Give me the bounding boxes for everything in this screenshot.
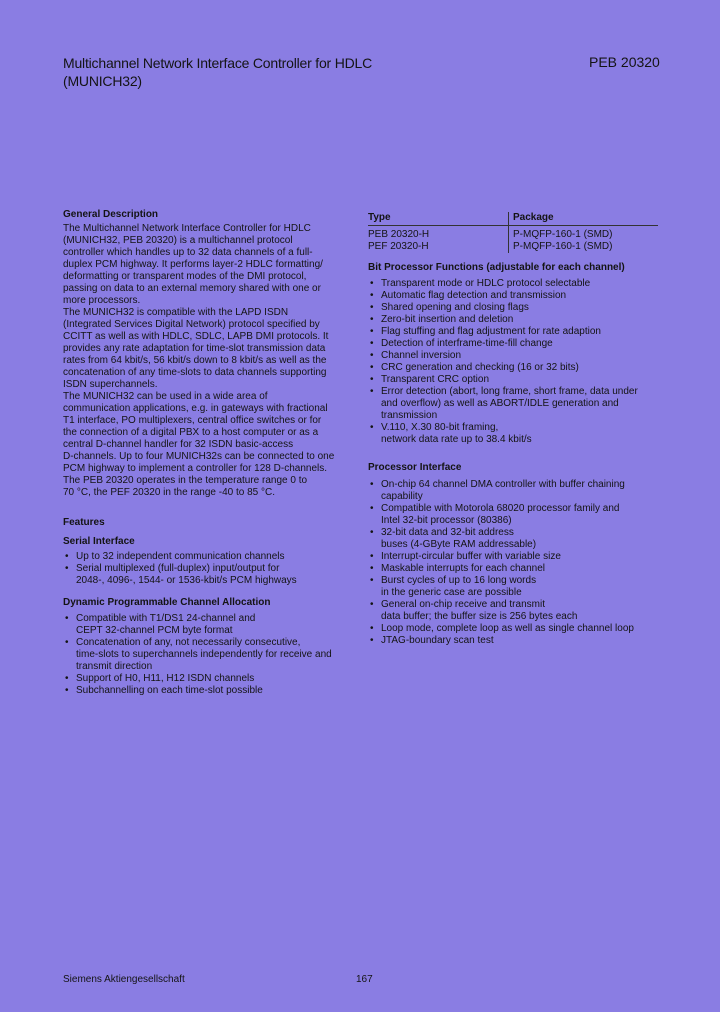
text-line: provides any rate adaptation for time-slot transmission data	[63, 343, 326, 354]
footer-page-number: 167	[356, 974, 373, 985]
list-item-line: • Transparent CRC option	[381, 374, 490, 385]
title-line-2: (MUNICH32)	[63, 73, 142, 89]
list-item	[368, 635, 668, 647]
list-item-line: • Burst cycles of up to 16 long words	[381, 575, 537, 586]
text-line: passing on data to an external memory shared with one or	[63, 283, 321, 294]
list-item-line: • Support of H0, H11, H12 ISDN channels	[76, 673, 255, 684]
list-item-line: • Interrupt-circular buffer with variable size	[381, 551, 561, 562]
list-item-line: capability	[381, 491, 423, 502]
list-item	[368, 338, 668, 350]
title-line-1: Multichannel Network Interface Controller for HDLC	[63, 55, 373, 71]
list-item-line: in the generic case are possible	[381, 587, 522, 598]
list-item-line: • On-chip 64 channel DMA controller with buffer chaining	[381, 479, 625, 490]
list-item-line: • Shared opening and closing flags	[381, 302, 529, 313]
list-item	[63, 637, 363, 673]
text-line: The PEB 20320 operates in the temperature range 0 to	[63, 475, 308, 486]
table-row	[368, 241, 658, 253]
serial-interface-list	[63, 551, 363, 587]
text-line: The MUNICH32 is compatible with the LAPD ISDN	[63, 307, 289, 318]
type-package-rows	[368, 226, 658, 254]
left-column	[63, 208, 363, 697]
list-item	[368, 314, 668, 326]
list-item-line: • Zero-bit insertion and deletion	[381, 314, 514, 325]
dynamic-allocation-heading: Dynamic Programmable Channel Allocation	[63, 597, 271, 608]
list-item-line: • 32-bit data and 32-bit address	[381, 527, 514, 538]
list-item	[368, 374, 668, 386]
text-line: the connection of a digital PBX to a host computer or as a	[63, 427, 319, 438]
text-line: The MUNICH32 can be used in a wide area of	[63, 391, 268, 402]
list-item-line: • Flag stuffing and flag adjustment for rate adaption	[381, 326, 601, 337]
list-item	[63, 563, 363, 587]
list-item	[368, 362, 668, 374]
list-item-line: network data rate up to 38.4 kbit/s	[381, 434, 532, 445]
list-item-line: • General on-chip receive and transmit	[381, 599, 545, 610]
package-cell: P-MQFP-160-1 (SMD)	[509, 226, 659, 242]
list-item	[368, 563, 668, 575]
general-para-3	[63, 391, 363, 475]
features-heading: Features	[63, 517, 105, 528]
list-item-line: • Concatenation of any, not necessarily consecutive,	[76, 637, 301, 648]
list-item	[63, 673, 363, 685]
list-item-line: • Detection of interframe-time-fill change	[381, 338, 553, 349]
bit-processor-heading: Bit Processor Functions (adjustable for each channel)	[368, 262, 625, 273]
table-row	[368, 226, 658, 242]
text-line: (Integrated Services Digital Network) protocol specified by	[63, 319, 320, 330]
list-item-line: 2048-, 4096-, 1544- or 1536-kbit/s PCM highways	[76, 575, 297, 586]
list-item-line: • Transparent mode or HDLC protocol selectable	[381, 278, 591, 289]
list-item	[63, 685, 363, 697]
list-item	[368, 422, 668, 446]
list-item	[63, 613, 363, 637]
list-item	[368, 350, 668, 362]
text-line: D-channels. Up to four MUNICH32s can be connected to one	[63, 451, 335, 462]
list-item	[368, 599, 668, 623]
processor-interface-list	[368, 479, 668, 647]
list-item	[368, 551, 668, 563]
list-item	[368, 527, 668, 551]
list-item-line: • Compatible with T1/DS1 24-channel and	[76, 613, 256, 624]
general-para-4	[63, 475, 363, 499]
document-title	[63, 54, 372, 90]
text-line: duplex PCM highway. It performs layer-2 HDLC formatting/	[63, 259, 323, 270]
list-item	[368, 290, 668, 302]
list-item	[368, 503, 668, 527]
package-cell: P-MQFP-160-1 (SMD)	[509, 241, 659, 253]
text-line: central D-channel handler for 32 ISDN basic-access	[63, 439, 294, 450]
list-item	[368, 302, 668, 314]
type-cell: PEB 20320-H	[368, 229, 430, 240]
general-para-1	[63, 223, 363, 307]
list-item-line: buses (4-GByte RAM addressable)	[381, 539, 537, 550]
list-item	[63, 551, 363, 563]
list-item	[368, 479, 668, 503]
list-item-line: • Loop mode, complete loop as well as single channel loop	[381, 623, 634, 634]
list-item-line: • Up to 32 independent communication channels	[76, 551, 285, 562]
text-line: communication applications, e.g. in gateways with fractional	[63, 403, 328, 414]
text-line: T1 interface, PO multiplexers, central office switches or for	[63, 415, 322, 426]
list-item-line: • V.110, X.30 80-bit framing,	[381, 422, 499, 433]
general-para-2	[63, 307, 363, 391]
list-item	[368, 575, 668, 599]
dynamic-allocation-list	[63, 613, 363, 697]
text-line: ISDN superchannels.	[63, 379, 158, 390]
processor-interface-heading: Processor Interface	[368, 462, 462, 473]
list-item-line: • Serial multiplexed (full-duplex) input/output for	[76, 563, 280, 574]
text-line: (MUNICH32, PEB 20320) is a multichannel protocol	[63, 235, 293, 246]
part-number: PEB 20320	[589, 54, 660, 70]
list-item-line: • Error detection (abort, long frame, short frame, data under	[381, 386, 638, 397]
list-item-line: • Maskable interrupts for each channel	[381, 563, 545, 574]
text-line: controller which handles up to 32 data channels of a full-	[63, 247, 313, 258]
right-column	[368, 212, 668, 647]
list-item-line: CEPT 32-channel PCM byte format	[76, 625, 233, 636]
list-item-line: and overflow) as well as ABORT/IDLE generation and	[381, 398, 619, 409]
list-item-line: • Automatic flag detection and transmission	[381, 290, 567, 301]
type-package-table	[368, 212, 658, 253]
text-line: 70 °C, the PEF 20320 in the range -40 to 85 °C.	[63, 487, 276, 498]
list-item-line: Intel 32-bit processor (80386)	[381, 515, 512, 526]
text-line: CCITT as well as with HDLC, SDLC, LAPB DMI protocols. It	[63, 331, 329, 342]
footer-company: Siemens Aktiengesellschaft	[63, 974, 185, 985]
list-item	[368, 326, 668, 338]
list-item-line: • CRC generation and checking (16 or 32 bits)	[381, 362, 579, 373]
text-line: rates from 64 kbit/s, 56 kbit/s down to 8 kbit/s as well as the	[63, 355, 327, 366]
list-item-line: time-slots to superchannels independently for receive and	[76, 649, 332, 660]
list-item-line: • JTAG-boundary scan test	[381, 635, 494, 646]
list-item	[368, 623, 668, 635]
bit-processor-list	[368, 278, 668, 446]
text-line: deformatting or transparent modes of the DMI protocol,	[63, 271, 307, 282]
text-line: The Multichannel Network Interface Controller for HDLC	[63, 223, 311, 234]
text-line: concatenation of any time-slots to data channels supporting	[63, 367, 327, 378]
list-item-line: transmit direction	[76, 661, 153, 672]
serial-interface-heading: Serial Interface	[63, 536, 135, 547]
list-item-line: transmission	[381, 410, 438, 421]
list-item	[368, 278, 668, 290]
general-description-heading: General Description	[63, 209, 159, 220]
list-item	[368, 386, 668, 422]
type-header: Type	[368, 212, 509, 226]
text-line: PCM highway to implement a controller for 128 D-channels.	[63, 463, 328, 474]
type-cell: PEF 20320-H	[368, 241, 429, 252]
package-header: Package	[509, 212, 659, 226]
list-item-line: data buffer; the buffer size is 256 bytes each	[381, 611, 578, 622]
list-item-line: • Compatible with Motorola 68020 processor family and	[381, 503, 620, 514]
list-item-line: • Channel inversion	[381, 350, 462, 361]
text-line: more processors.	[63, 295, 141, 306]
list-item-line: • Subchannelling on each time-slot possible	[76, 685, 263, 696]
